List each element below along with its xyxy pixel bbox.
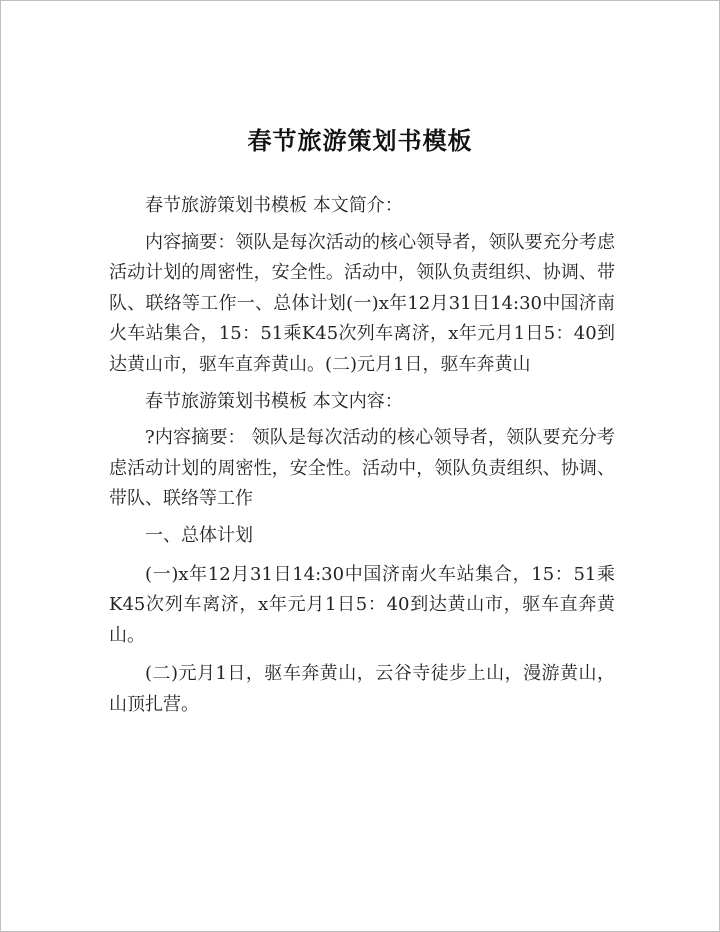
section-heading-overall-plan: 一、总体计划 [145, 524, 253, 546]
paragraph-plan-item-2: (二)元月1日，驱车奔黄山，云谷寺徒步上山，漫游黄山，山顶扎营。 [109, 663, 615, 715]
paragraph-intro-heading: 春节旅游策划书模板 本文简介： [145, 195, 403, 216]
document-body [109, 191, 615, 721]
document-title: 春节旅游策划书模板 [247, 126, 473, 155]
paragraph-plan-item-1: (一)x年12月31日14:30中国济南火车站集合，15：51乘K45次列车离济，x年元月1日5：40到达黄山市，驱车直奔黄山。 [109, 563, 615, 646]
paragraph-summary: 内容摘要：领队是每次活动的核心领导者，领队要充分考虑活动计划的周密性，安全性。活动中，领队负责组织、协调、带队、联络等工作一、总体计划(一)x年12月31日14:30中国济南火车站集合，15：51乘K45次列车离济，x年元月1日5：40到达黄山市，驱车直奔黄山。(二)元月1日，驱车奔黄山 [109, 231, 615, 375]
paragraph-content-summary: ?内容摘要： 领队是每次活动的核心领导者，领队要充分考虑活动计划的周密性，安全性。活动中，领队负责组织、协调、带队、联络等工作 [109, 427, 615, 510]
paragraph-content-heading: 春节旅游策划书模板 本文内容： [145, 390, 403, 412]
